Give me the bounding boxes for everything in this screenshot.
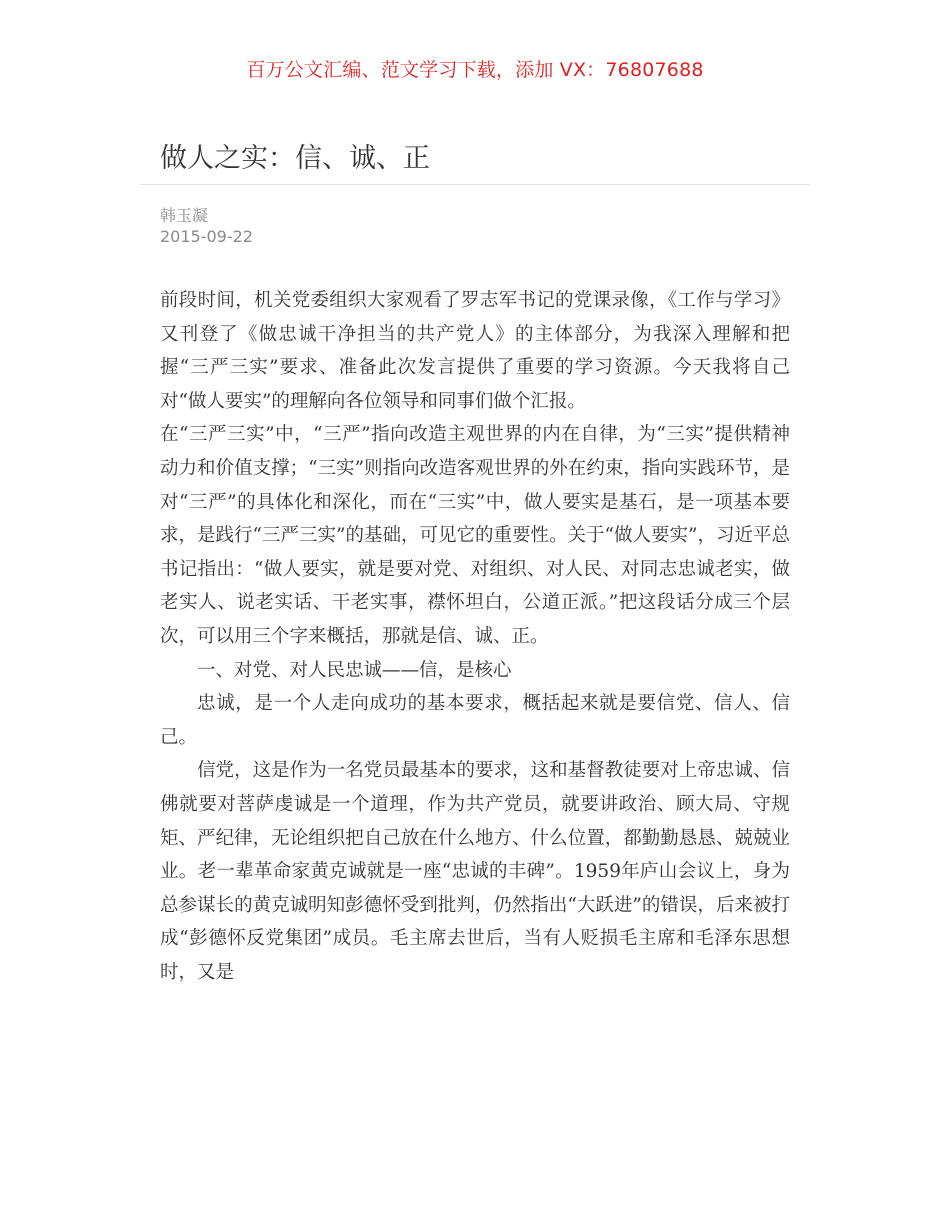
paragraph-intro: 前段时间，机关党委组织大家观看了罗志军书记的党课录像，《工作与学习》又刊登了《做忠诚干净担当的共产党人》的主体部分，为我深入理解和把握“三严三实”要求、准备此次发言提供了重要的学习资源。今天我将自己对“做人要实”的理解向各位领导和同事们做个汇报。	[160, 290, 790, 412]
paragraph-three-strict: 在“三严三实”中，“三严”指向改造主观世界的内在自律，为“三实”提供精神动力和价值支撑；“三实”则指向改造客观世界的外在约束，指向实践环节，是对“三严”的具体化和深化，而在“三实”中，做人要实是基石，是一项基本要求，是践行“三严三实”的基础，可见它的重要性。关于“做人要实”，习近平总书记指出：“做人要实，就是要对党、对组织、对人民、对同志忠诚老实，做老实人、说老实话、干老实事，襟怀坦白，公道正派。”把这段话分成三个层次，可以用三个字来概括，那就是信、诚、正。	[160, 424, 790, 647]
paragraph-trust-party: 信党，这是作为一名党员最基本的要求，这和基督教徒要对上帝忠诚、信佛就要对菩萨虔诚是一个道理，作为共产党员，就要讲政治、顾大局、守规矩、严纪律，无论组织把自己放在什么地方、什么位置，都勤勤恳恳、兢兢业业。老一辈革命家黄克诚就是一座“忠诚的丰碑”。1959年庐山会议上，身为总参谋长的黄克诚明知彭德怀受到批判，仍然指出“大跃进”的错误，后来被打成“彭德怀反党集团”成员。毛主席去世后，当有人贬损毛主席和毛泽东思想时，又是	[160, 760, 790, 983]
publish-date: 2015-09-22	[160, 227, 253, 246]
section-heading-1: 一、对党、对人民忠诚——信，是核心	[197, 659, 512, 681]
watermark-banner: 百万公文汇编、范文学习下载，添加 VX：76807688	[246, 59, 704, 81]
title-divider	[140, 184, 810, 185]
page-title: 做人之实：信、诚、正	[160, 143, 430, 174]
paragraph-loyalty: 忠诚，是一个人走向成功的基本要求，概括起来就是要信党、信人、信己。	[160, 693, 790, 748]
author-name: 韩玉凝	[160, 206, 209, 225]
article-body	[160, 284, 790, 989]
